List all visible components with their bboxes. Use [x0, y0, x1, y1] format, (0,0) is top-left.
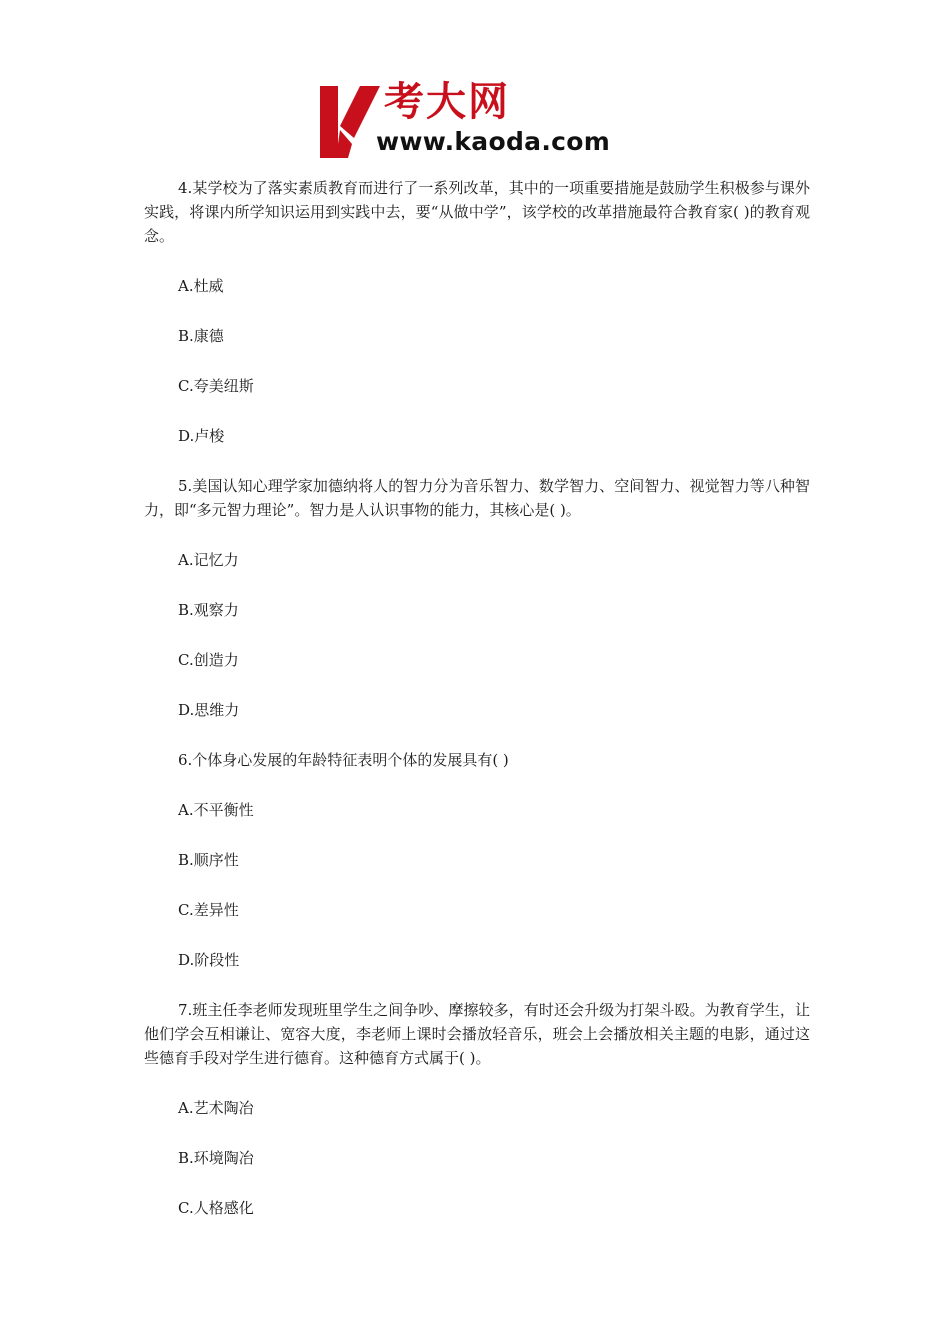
logo-k-mark [318, 86, 380, 158]
question-stem: 6.个体身心发展的年龄特征表明个体的发展具有( ) [178, 751, 509, 769]
option: A.杜威 [178, 277, 224, 295]
option: C.差异性 [178, 901, 239, 919]
option: A.不平衡性 [178, 801, 254, 819]
option: C.人格感化 [178, 1199, 254, 1217]
logo-url: www.kaoda.com [376, 127, 611, 156]
option: A.记忆力 [178, 551, 239, 569]
logo-chinese-name: 考大网 [384, 79, 510, 125]
option: B.顺序性 [178, 851, 239, 869]
question-stem: 7.班主任李老师发现班里学生之间争吵、摩擦较多，有时还会升级为打架斗殴。为教育学生，让他们学会互相谦让、宽容大度，李老师上课时会播放轻音乐，班会上会播放相关主题的电影，通过这些德育手段对学生进行德育。这种德育方式属于( )。 [144, 1001, 810, 1067]
option: C.夸美纽斯 [178, 377, 254, 395]
option: C.创造力 [178, 651, 239, 669]
question-block [144, 176, 810, 448]
option: B.观察力 [178, 601, 239, 619]
option: B.环境陶冶 [178, 1149, 254, 1167]
question-stem: 5.美国认知心理学家加德纳将人的智力分为音乐智力、数学智力、空间智力、视觉智力等八种智力，即“多元智力理论”。智力是人认识事物的能力，其核心是( )。 [144, 477, 810, 519]
option: D.阶段性 [178, 951, 240, 969]
option: D.思维力 [178, 701, 240, 719]
question-block [144, 998, 810, 1220]
question-block [144, 748, 810, 972]
question-list [144, 176, 810, 1246]
kaoda-logo [318, 79, 638, 160]
question-stem: 4.某学校为了落实素质教育而进行了一系列改革，其中的一项重要措施是鼓励学生积极参与课外实践，将课内所学知识运用到实践中去，要“从做中学”，该学校的改革措施最符合教育家( )的教育观念。 [144, 179, 810, 245]
option: D.卢梭 [178, 427, 225, 445]
option: A.艺术陶冶 [178, 1099, 254, 1117]
question-block [144, 474, 810, 722]
option: B.康德 [178, 327, 224, 345]
